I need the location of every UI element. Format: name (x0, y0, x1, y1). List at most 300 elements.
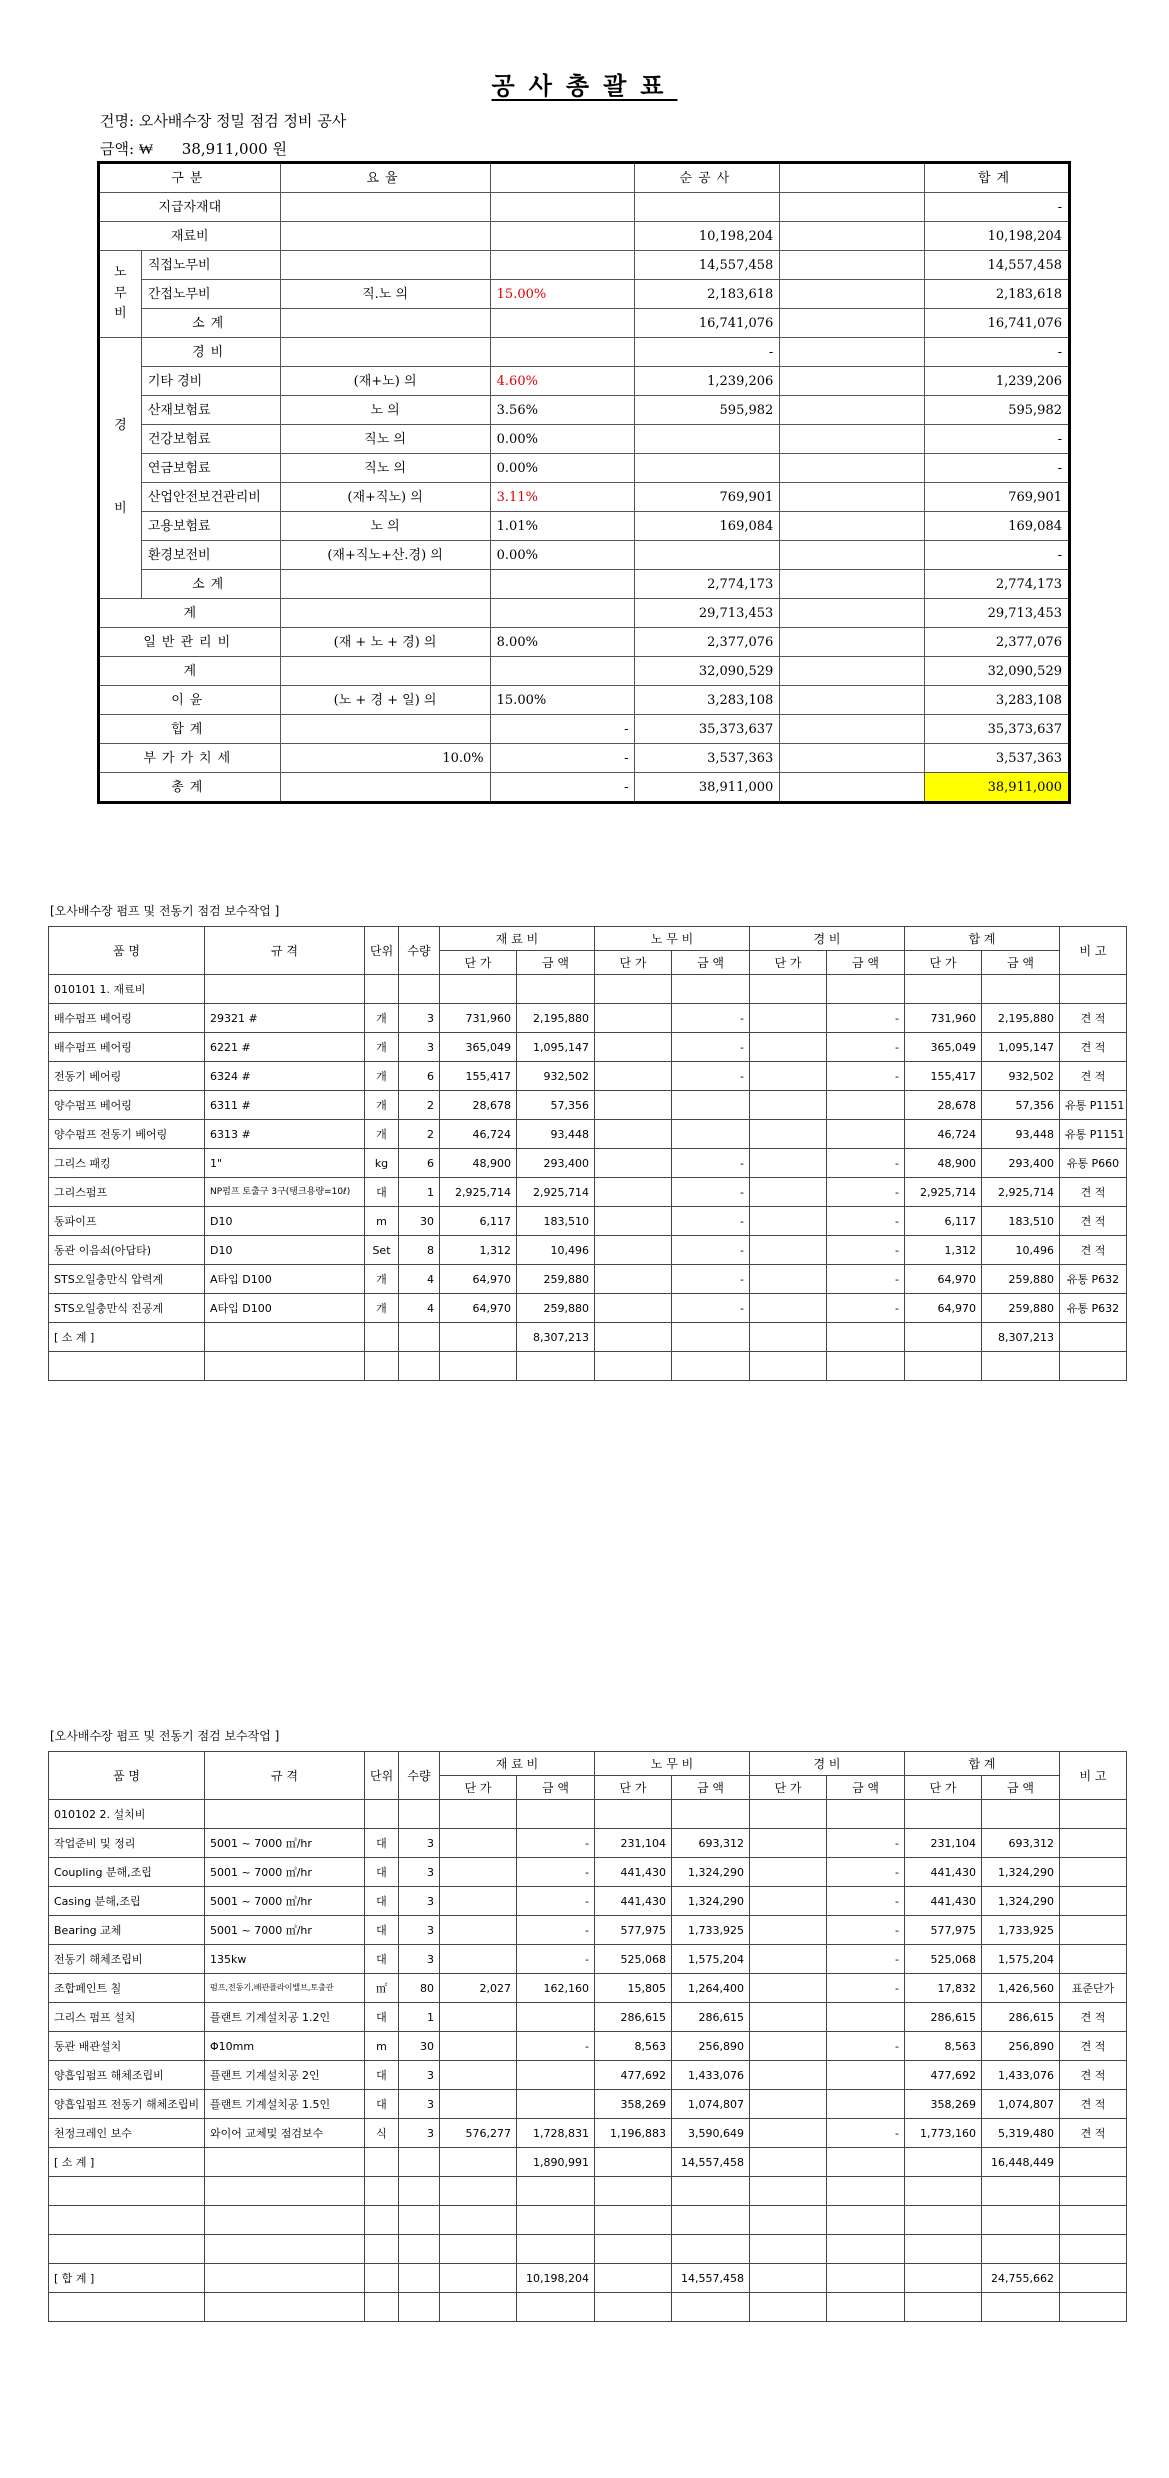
row-vat: 부가가치세 10.0% - 3,537,363 3,537,363 (99, 744, 1070, 773)
total-amount: 16,448,449 (982, 2148, 1060, 2177)
item-name: 천정크레인 보수 (49, 2119, 205, 2148)
labor-amount: 1,575,204 (672, 1945, 750, 1974)
total-unit-price: 8,563 (905, 2032, 982, 2061)
header-unit: 단위 (365, 927, 399, 975)
expense-unit-price (750, 2061, 827, 2090)
material-unit-price: 731,960 (440, 1004, 517, 1033)
sheet1-body (49, 927, 1127, 1381)
item-spec: 6311 # (205, 1091, 365, 1120)
header-unit-price: 단 가 (595, 1776, 672, 1800)
blank-row (49, 2177, 1127, 2206)
expense-unit-price (750, 1265, 827, 1294)
labor-amount: - (672, 1236, 750, 1265)
labor-amount: - (672, 1149, 750, 1178)
item-unit: m (365, 1207, 399, 1236)
item-unit: 개 (365, 1004, 399, 1033)
table-row (49, 1178, 1127, 1207)
item-note: 견 적 (1060, 2119, 1127, 2148)
amount-line (100, 138, 287, 159)
labor-unit-price: 358,269 (595, 2090, 672, 2119)
item-unit: 대 (365, 1887, 399, 1916)
expense-unit-price (750, 1178, 827, 1207)
header-expense: 경 비 (750, 1752, 905, 1776)
total-amount: 10,496 (982, 1236, 1060, 1265)
material-unit-price: 1,312 (440, 1236, 517, 1265)
labor-amount: 1,324,290 (672, 1858, 750, 1887)
sheet2-table (48, 1751, 1127, 2322)
expense-unit-price (750, 1207, 827, 1236)
item-name: 동파이프 (49, 1207, 205, 1236)
item-note (1060, 1945, 1127, 1974)
row-grand-total: 총계 - 38,911,000 38,911,000 (99, 773, 1070, 803)
item-name: STS오일충만식 진공계 (49, 1294, 205, 1323)
total-amount: 1,426,560 (982, 1974, 1060, 2003)
item-note: 견 적 (1060, 1062, 1127, 1091)
total-unit-price: 286,615 (905, 2003, 982, 2032)
expense-amount: - (827, 1887, 905, 1916)
total-amount: 24,755,662 (982, 2264, 1060, 2293)
material-unit-price: 64,970 (440, 1265, 517, 1294)
item-name: 그리스 펌프 설치 (49, 2003, 205, 2032)
item-note: 견 적 (1060, 2032, 1127, 2061)
item-unit: 대 (365, 1858, 399, 1887)
expense-amount: - (827, 1149, 905, 1178)
labor-unit-price (595, 1062, 672, 1091)
total-unit-price: 1,773,160 (905, 2119, 982, 2148)
total-unit-price: 64,970 (905, 1265, 982, 1294)
expense-amount: - (827, 1207, 905, 1236)
header-rate: 요율 (280, 163, 490, 193)
total-amount: 2,195,880 (982, 1004, 1060, 1033)
total-amount: 57,356 (982, 1091, 1060, 1120)
material-amount: 259,880 (517, 1265, 595, 1294)
material-unit-price (440, 2032, 517, 2061)
total-amount: 1,324,290 (982, 1858, 1060, 1887)
expense-amount (827, 1091, 905, 1120)
row-sum2: 계 32,090,529 32,090,529 (99, 657, 1070, 686)
total-unit-price: 731,960 (905, 1004, 982, 1033)
labor-amount: - (672, 1033, 750, 1062)
header-material: 재 료 비 (440, 927, 595, 951)
table-row (49, 1091, 1127, 1120)
material-amount: 8,307,213 (517, 1323, 595, 1352)
total-unit-price: 1,312 (905, 1236, 982, 1265)
sheet2-caption: [오사배수장 펌프 및 전동기 점검 보수작업 ] (50, 1729, 280, 1743)
row-safety-management: 산업안전보건관리비 (재+직노) 의 3.11% 769,901 769,901 (99, 483, 1070, 512)
header-unit-price: 단 가 (905, 951, 982, 975)
item-qty: 3 (399, 1945, 440, 1974)
expense-amount: - (827, 1033, 905, 1062)
labor-unit-price (595, 1033, 672, 1062)
item-note: 견 적 (1060, 2003, 1127, 2032)
item-note: 유통 P1151 (1060, 1091, 1127, 1120)
item-qty: 3 (399, 2061, 440, 2090)
total-unit-price: 155,417 (905, 1062, 982, 1091)
table-row (49, 1004, 1127, 1033)
item-spec: D10 (205, 1236, 365, 1265)
item-qty: 3 (399, 2119, 440, 2148)
material-unit-price: 155,417 (440, 1062, 517, 1091)
item-qty: 3 (399, 2090, 440, 2119)
material-unit-price (440, 1829, 517, 1858)
item-name: 양수펌프 베어링 (49, 1091, 205, 1120)
item-unit: 대 (365, 2090, 399, 2119)
labor-amount: - (672, 1265, 750, 1294)
expense-amount: - (827, 1062, 905, 1091)
total-unit-price: 231,104 (905, 1829, 982, 1858)
row-expense-subtotal: 소계 2,774,173 2,774,173 (99, 570, 1070, 599)
labor-amount: 3,590,649 (672, 2119, 750, 2148)
expense-unit-price (750, 1149, 827, 1178)
item-name: Coupling 분해,조립 (49, 1858, 205, 1887)
labor-unit-price: 577,975 (595, 1916, 672, 1945)
item-name: 배수펌프 베어링 (49, 1033, 205, 1062)
total-amount: 293,400 (982, 1149, 1060, 1178)
material-amount: 183,510 (517, 1207, 595, 1236)
total-unit-price: 17,832 (905, 1974, 982, 2003)
labor-unit-price (595, 1149, 672, 1178)
item-note: 견 적 (1060, 1236, 1127, 1265)
expense-unit-price (750, 2032, 827, 2061)
labor-group-label: 노 무 비 (99, 251, 142, 338)
expense-amount (827, 1120, 905, 1149)
header-amount: 금 액 (982, 951, 1060, 975)
item-qty: 30 (399, 1207, 440, 1236)
table-row (49, 1265, 1127, 1294)
header-unit: 단위 (365, 1752, 399, 1800)
item-qty: 6 (399, 1149, 440, 1178)
header-note: 비 고 (1060, 927, 1127, 975)
total-amount: 8,307,213 (982, 1323, 1060, 1352)
item-note: 견 적 (1060, 2061, 1127, 2090)
expense-unit-price (750, 1120, 827, 1149)
material-amount: - (517, 1858, 595, 1887)
item-note (1060, 1858, 1127, 1887)
summary-title: 공사총괄표 (491, 71, 678, 100)
table-row (49, 2090, 1127, 2119)
material-amount: - (517, 1829, 595, 1858)
expense-unit-price (750, 2003, 827, 2032)
header-labor: 노 무 비 (595, 1752, 750, 1776)
blank-row (49, 2206, 1127, 2235)
total-amount: 256,890 (982, 2032, 1060, 2061)
header-total: 합 계 (905, 927, 1060, 951)
expense-amount (827, 2003, 905, 2032)
item-name: 전동기 해체조립비 (49, 1945, 205, 1974)
expense-unit-price (750, 2090, 827, 2119)
item-note: 표준단가 (1060, 1974, 1127, 2003)
labor-unit-price (595, 1120, 672, 1149)
header-amount: 금 액 (517, 1776, 595, 1800)
total-unit-price: 577,975 (905, 1916, 982, 1945)
expense-unit-price (750, 1887, 827, 1916)
material-amount: 93,448 (517, 1120, 595, 1149)
expense-unit-price (750, 1974, 827, 2003)
expense-unit-price (750, 1829, 827, 1858)
total-unit-price: 477,692 (905, 2061, 982, 2090)
total-unit-price: 6,117 (905, 1207, 982, 1236)
row-sum1: 계 29,713,453 29,713,453 (99, 599, 1070, 628)
material-unit-price (440, 2090, 517, 2119)
total-amount: 1,074,807 (982, 2090, 1060, 2119)
item-unit: 대 (365, 2061, 399, 2090)
total-unit-price: 365,049 (905, 1033, 982, 1062)
total-amount: 1,324,290 (982, 1887, 1060, 1916)
blank-row (49, 2293, 1127, 2322)
total-amount: 1,095,147 (982, 1033, 1060, 1062)
item-unit: 개 (365, 1120, 399, 1149)
expense-amount: - (827, 1178, 905, 1207)
header-spec: 규 격 (205, 1752, 365, 1800)
subtotal-row-label: [ 소 계 ] (49, 2148, 205, 2177)
item-qty: 6 (399, 1062, 440, 1091)
item-qty: 3 (399, 1887, 440, 1916)
row-health-insurance: 건강보험료 직노 의 0.00% - (99, 425, 1070, 454)
labor-amount: - (672, 1062, 750, 1091)
header-note: 비 고 (1060, 1752, 1127, 1800)
row-material: 재료비 10,198,204 10,198,204 (99, 222, 1070, 251)
total-unit-price: 48,900 (905, 1149, 982, 1178)
expense-amount: - (827, 1916, 905, 1945)
item-spec: 5001 ~ 7000 ㎥/hr (205, 1829, 365, 1858)
subtotal-row (49, 2148, 1127, 2177)
item-name: 배수펌프 베어링 (49, 1004, 205, 1033)
item-note: 유통 P632 (1060, 1265, 1127, 1294)
item-qty: 1 (399, 2003, 440, 2032)
section-row (49, 975, 1127, 1004)
table-row (49, 1858, 1127, 1887)
labor-amount: 286,615 (672, 2003, 750, 2032)
table-row (49, 2061, 1127, 2090)
labor-amount (672, 1323, 750, 1352)
item-unit: 개 (365, 1294, 399, 1323)
material-unit-price (440, 1916, 517, 1945)
item-note: 견 적 (1060, 2090, 1127, 2119)
item-spec: 6313 # (205, 1120, 365, 1149)
material-unit-price: 46,724 (440, 1120, 517, 1149)
material-unit-price (440, 1858, 517, 1887)
table-row (49, 2119, 1127, 2148)
labor-amount: 1,733,925 (672, 1916, 750, 1945)
total-row-label: [ 합 계 ] (49, 2264, 205, 2293)
item-spec: 플랜트 기계설치공 1.5인 (205, 2090, 365, 2119)
material-amount: 2,925,714 (517, 1178, 595, 1207)
currency-symbol: ₩ (138, 140, 153, 158)
material-amount: - (517, 2032, 595, 2061)
header-unit-price: 단 가 (440, 951, 517, 975)
header-amount: 금 액 (827, 1776, 905, 1800)
expense-group-label: 경 비 (99, 338, 142, 599)
labor-unit-price: 441,430 (595, 1887, 672, 1916)
section-row (49, 1800, 1127, 1829)
item-unit: m (365, 2032, 399, 2061)
item-spec: NP펌프 토출구 3구(탱크용량=10ℓ) (205, 1178, 365, 1207)
total-amount: 93,448 (982, 1120, 1060, 1149)
subtotal-row-label: [ 소 계 ] (49, 1323, 205, 1352)
expense-amount: - (827, 1945, 905, 1974)
table-row (49, 1945, 1127, 1974)
blank-row (49, 2235, 1127, 2264)
expense-amount: - (827, 1265, 905, 1294)
table-row (49, 1149, 1127, 1178)
header-total: 합 계 (905, 1752, 1060, 1776)
item-spec: 5001 ~ 7000 ㎥/hr (205, 1916, 365, 1945)
total-row (49, 2264, 1127, 2293)
item-name: 양수펌프 전동기 베어링 (49, 1120, 205, 1149)
item-spec: A타입 D100 (205, 1294, 365, 1323)
item-unit: 개 (365, 1091, 399, 1120)
total-unit-price: 525,068 (905, 1945, 982, 1974)
total-unit-price: 441,430 (905, 1858, 982, 1887)
expense-amount: - (827, 2032, 905, 2061)
header-unit-price: 단 가 (750, 951, 827, 975)
table-row (49, 1033, 1127, 1062)
item-unit: Set (365, 1236, 399, 1265)
total-unit-price: 441,430 (905, 1887, 982, 1916)
material-unit-price: 2,027 (440, 1974, 517, 2003)
labor-unit-price: 8,563 (595, 2032, 672, 2061)
table-row (49, 2003, 1127, 2032)
table-row (49, 1120, 1127, 1149)
material-amount (517, 2090, 595, 2119)
table-row (49, 1294, 1127, 1323)
header-total: 합계 (925, 163, 1070, 193)
expense-amount (827, 2061, 905, 2090)
table-row (49, 1916, 1127, 1945)
header-labor: 노 무 비 (595, 927, 750, 951)
total-unit-price: 358,269 (905, 2090, 982, 2119)
header-unit-price: 단 가 (750, 1776, 827, 1800)
material-amount: 932,502 (517, 1062, 595, 1091)
header-net: 순공사 (635, 163, 780, 193)
sheet1-caption: [오사배수장 펌프 및 전동기 점검 보수작업 ] (50, 904, 280, 918)
material-amount: 1,095,147 (517, 1033, 595, 1062)
labor-amount: - (672, 1294, 750, 1323)
item-qty: 3 (399, 1916, 440, 1945)
labor-amount: 14,557,458 (672, 2264, 750, 2293)
expense-unit-price (750, 1858, 827, 1887)
item-note: 견 적 (1060, 1178, 1127, 1207)
labor-unit-price: 286,615 (595, 2003, 672, 2032)
labor-amount (672, 1120, 750, 1149)
labor-amount: 1,324,290 (672, 1887, 750, 1916)
item-note (1060, 1916, 1127, 1945)
expense-amount (827, 2090, 905, 2119)
item-note: 견 적 (1060, 1033, 1127, 1062)
table-row (49, 1887, 1127, 1916)
item-unit: 개 (365, 1265, 399, 1294)
item-qty: 3 (399, 1858, 440, 1887)
header-material: 재 료 비 (440, 1752, 595, 1776)
total-amount: 693,312 (982, 1829, 1060, 1858)
expense-amount: - (827, 1858, 905, 1887)
item-unit: 대 (365, 1916, 399, 1945)
item-name: 그리스 패킹 (49, 1149, 205, 1178)
item-name: Casing 분해,조립 (49, 1887, 205, 1916)
item-spec: 135kw (205, 1945, 365, 1974)
header-amount: 금 액 (672, 1776, 750, 1800)
row-direct-labor: 노 무 비 직접노무비 14,557,458 14,557,458 (99, 251, 1070, 280)
labor-amount: 1,433,076 (672, 2061, 750, 2090)
row-other-expense: 기타 경비 (재+노) 의 4.60% 1,239,206 1,239,206 (99, 367, 1070, 396)
item-name: STS오일충만식 압력계 (49, 1265, 205, 1294)
material-amount: 259,880 (517, 1294, 595, 1323)
section-label: 010101 1. 재료비 (49, 975, 205, 1004)
total-amount: 259,880 (982, 1265, 1060, 1294)
labor-amount: 1,264,400 (672, 1974, 750, 2003)
material-unit-price (440, 1945, 517, 1974)
total-amount: 932,502 (982, 1062, 1060, 1091)
expense-amount: - (827, 1829, 905, 1858)
item-spec: 6324 # (205, 1062, 365, 1091)
expense-unit-price (750, 1945, 827, 1974)
item-name: 그리스펌프 (49, 1178, 205, 1207)
item-note (1060, 1829, 1127, 1858)
item-spec: Φ10mm (205, 2032, 365, 2061)
item-spec: 6221 # (205, 1033, 365, 1062)
detail-header-row (49, 1752, 1127, 1776)
header-amount: 금 액 (982, 1776, 1060, 1800)
table-row (49, 2032, 1127, 2061)
total-amount: 259,880 (982, 1294, 1060, 1323)
header-item: 품 명 (49, 927, 205, 975)
blank-row (49, 1352, 1127, 1381)
item-note: 견 적 (1060, 1004, 1127, 1033)
item-spec: 1" (205, 1149, 365, 1178)
item-name: 양흡입펌프 해체조립비 (49, 2061, 205, 2090)
labor-unit-price: 15,805 (595, 1974, 672, 2003)
item-name: 동관 배관설치 (49, 2032, 205, 2061)
item-spec: 펌프,전동기,배관플라이밸브,토출관 (205, 1974, 365, 2003)
item-qty: 30 (399, 2032, 440, 2061)
amount-value: 38,911,000 (181, 140, 268, 158)
amount-unit: 원 (272, 140, 287, 158)
expense-unit-price (750, 1004, 827, 1033)
table-row (49, 1207, 1127, 1236)
header-amount: 금 액 (672, 951, 750, 975)
item-qty: 3 (399, 1004, 440, 1033)
header-qty: 수량 (399, 1752, 440, 1800)
total-unit-price: 64,970 (905, 1294, 982, 1323)
material-unit-price: 64,970 (440, 1294, 517, 1323)
header-unit-price: 단 가 (595, 951, 672, 975)
labor-unit-price (595, 1294, 672, 1323)
summary-header-row (99, 163, 1070, 193)
header-category: 구분 (99, 163, 281, 193)
expense-amount: - (827, 1974, 905, 2003)
labor-unit-price: 231,104 (595, 1829, 672, 1858)
item-note (1060, 1887, 1127, 1916)
expense-amount: - (827, 1294, 905, 1323)
total-amount: 2,925,714 (982, 1178, 1060, 1207)
material-unit-price: 2,925,714 (440, 1178, 517, 1207)
material-unit-price: 28,678 (440, 1091, 517, 1120)
expense-unit-price (750, 1033, 827, 1062)
labor-amount: - (672, 1004, 750, 1033)
labor-unit-price: 477,692 (595, 2061, 672, 2090)
item-unit: ㎡ (365, 1974, 399, 2003)
labor-amount: - (672, 1207, 750, 1236)
material-amount: 162,160 (517, 1974, 595, 2003)
material-amount: - (517, 1945, 595, 1974)
labor-unit-price (595, 1091, 672, 1120)
item-unit: 대 (365, 2003, 399, 2032)
row-supply: 지급자재대 - (99, 193, 1070, 222)
total-unit-price: 28,678 (905, 1091, 982, 1120)
expense-amount: - (827, 1236, 905, 1265)
item-qty: 2 (399, 1120, 440, 1149)
header-amount: 금 액 (827, 951, 905, 975)
